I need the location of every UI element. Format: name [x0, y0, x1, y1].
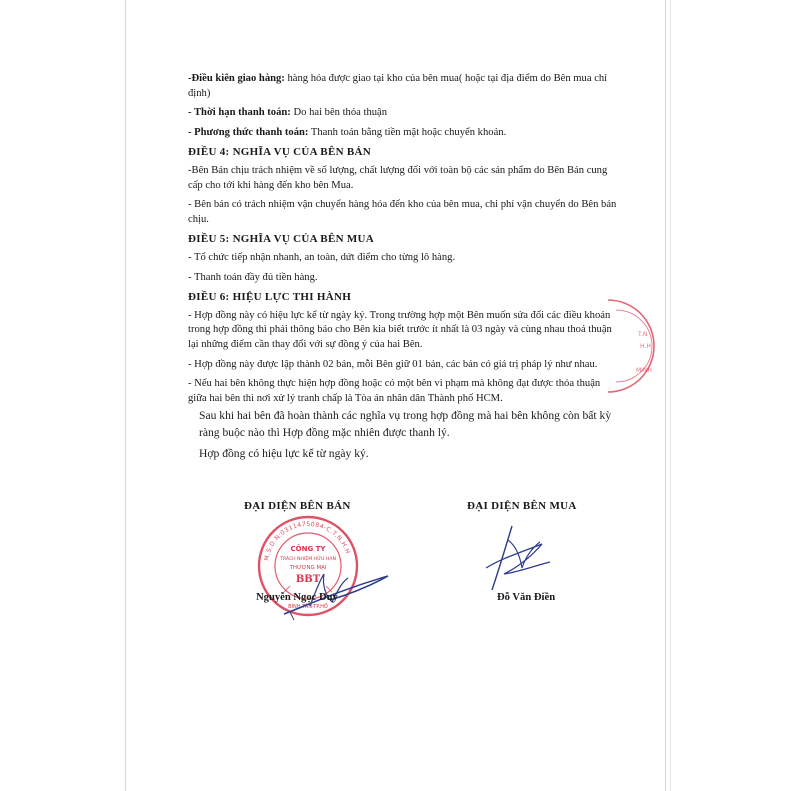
seller-representative-title: ĐẠI DIỆN BÊN BÁN [244, 500, 351, 512]
seal-ring-text: M.S.D.N:0311475084-C.T.N.H.H [263, 520, 352, 562]
closing-paragraph-2: Hợp đồng có hiệu lực kể từ ngày ký. [199, 447, 369, 461]
delivery-condition-text: hàng hóa được giao tại kho của bên mua( hoặc tại địa điểm do Bên mua chỉ định) [188, 73, 608, 99]
buyer-name: Đỗ Văn Điền [497, 592, 556, 603]
svg-text:T.N: T.N [638, 331, 648, 338]
seal-line-1: CÔNG TY [290, 545, 326, 553]
article-5-clause-1: - Tổ chức tiếp nhận nhanh, an toàn, dứt điểm cho từng lô hàng. [188, 251, 456, 263]
buyer-representative-title: ĐẠI DIỆN BÊN MUA [467, 500, 577, 512]
article-4-heading: ĐIỀU 4: NGHĨA VỤ CỦA BÊN BÁN [188, 146, 371, 159]
seller-name: Nguyễn Ngọc Duy [256, 592, 338, 603]
svg-text:MINH: MINH [636, 367, 652, 374]
seal-line-3: THƯƠNG MẠI [289, 565, 327, 571]
seller-signature-icon [280, 560, 400, 620]
delivery-condition-label: -Điều kiên giao hàng: [188, 73, 285, 84]
article-5-heading: ĐIỀU 5: NGHĨA VỤ CỦA BÊN MUA [188, 233, 375, 246]
page-edge-left [125, 0, 126, 791]
article-4-clause-2: - Bên bán có trách nhiệm vận chuyển hàng hóa đến kho của bên mua, chi phí vận chuyển do Bên bán chịu. [188, 199, 617, 225]
article-6-clause-1: - Hợp đồng này có hiệu lực kể từ ngày ký. Trong trường hợp một Bên muốn sửa đổi các điều khoản trong hợp đồng thì phải thông báo cho Bên kia biết trước ít nhất là 03 ngày và cùng nhau thoả thuận lại những điểm cần thay đổi với sự đồng ý của hai Bên. [188, 309, 612, 350]
payment-method [188, 126, 618, 141]
seal-bottom-text: BÌNH TÂN-TP.HỒ [288, 604, 328, 610]
closing-paragraph-1: Sau khi hai bên đã hoàn thành các nghĩa vụ trong hợp đồng mà hai bên không còn bất kỳ ràng buộc nào thì Hợp đồng mặc nhiên được thanh lý. [199, 409, 612, 440]
payment-term-label: - Thời hạn thanh toán: [188, 107, 291, 119]
page-edge-right [665, 0, 666, 791]
article-6-clause-3: - Nếu hai bên không thực hiện hợp đồng hoặc có một bên vi phạm mà không đạt được thỏa thuận giữa hai bên thì nơi xử lý tranh chấp là Tòa án nhân dân Thành phố HCM. [188, 378, 601, 404]
article-6-heading: ĐIỀU 6: HIỆU LỰC THI HÀNH [188, 291, 352, 304]
article-4-clause-1: -Bên Bán chịu trách nhiệm về số lượng, chất lượng đối với toàn bộ các sản phẩm do Bên Bán cung cấp cho tới khi hàng đến kho bên Mua. [188, 164, 608, 191]
delivery-condition [188, 72, 618, 101]
payment-method-label: - Phương thức thanh toán: [188, 126, 309, 138]
article-6-clause-2: - Hợp đồng này được lập thành 02 bản, mỗi Bên giữ 01 bản, các bản có giá trị pháp lý như nhau. [188, 358, 598, 370]
article-5-clause-2: - Thanh toán đầy đủ tiền hàng. [188, 271, 318, 283]
payment-method-text: Thanh toán bằng tiền mặt hoặc chuyển khoản. [308, 126, 507, 138]
payment-term [188, 106, 618, 121]
seal-line-2: TRÁCH NHIỆM HỮU HẠN [280, 557, 336, 562]
page-edge-right-inner [670, 0, 671, 791]
seal-line-4: BBT [295, 574, 321, 585]
svg-text:H.H: H.H [640, 343, 651, 350]
buyer-signature-icon [482, 522, 562, 594]
payment-term-text: Do hai bên thỏa thuận [290, 107, 388, 119]
contract-body [188, 72, 618, 466]
side-seal-icon [590, 296, 650, 396]
